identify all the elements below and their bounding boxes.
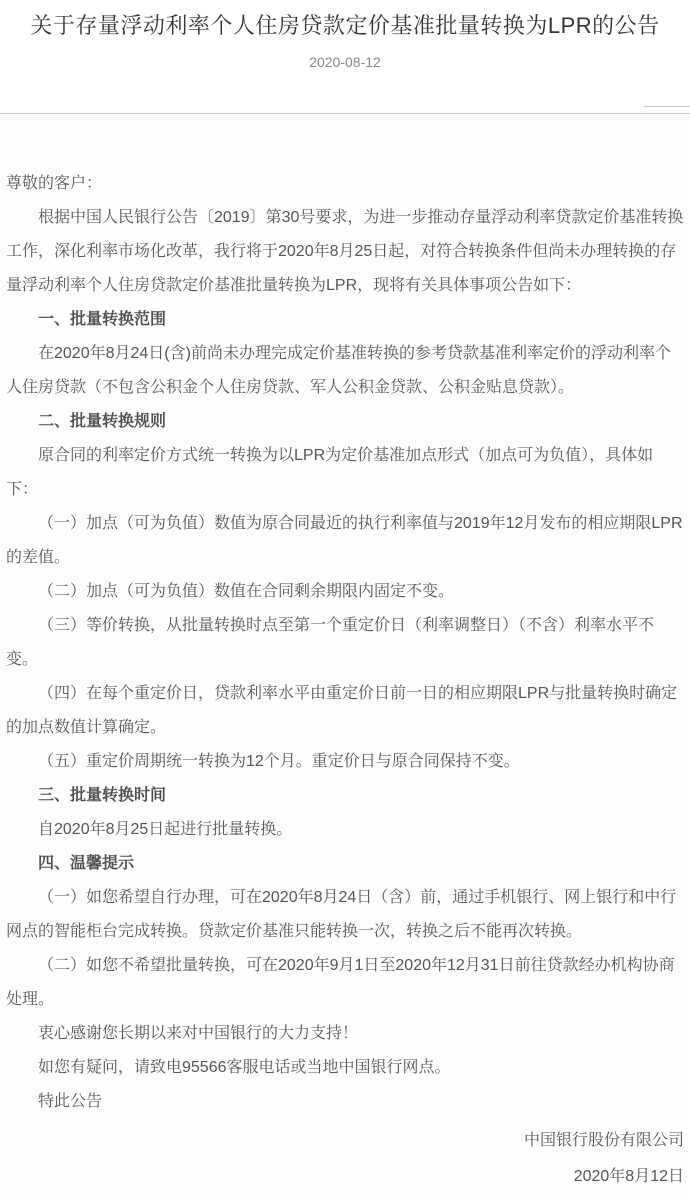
paragraph: 自2020年8月25日起进行批量转换。 — [38, 821, 293, 838]
section-heading-3: 三、批量转换时间 — [38, 787, 167, 804]
paragraph: 在2020年8月24日(含)前尚未办理完成定价基准转换的参考贷款基准利率定价的浮动利率个人住房贷款（不包含公积金个人住房贷款、军人公积金贷款、公积金贴息贷款）。 — [6, 345, 671, 396]
section-heading-1: 一、批量转换范围 — [38, 311, 167, 328]
paragraph: 原合同的利率定价方式统一转换为以LPR为定价基准加点形式（加点可为负值），具体如下： — [6, 447, 654, 498]
announcement-body — [0, 114, 690, 1195]
paragraph: （四）在每个重定价日，贷款利率水平由重定价日前一日的相应期限LPR与批量转换时确定的加点数值计算确定。 — [6, 685, 678, 736]
paragraph: （五）重定价周期统一转换为12个月。重定价日与原合同保持不变。 — [38, 753, 520, 770]
signature-block — [6, 1123, 684, 1195]
signature-date: 2020年8月12日 — [573, 1168, 684, 1185]
closing-paragraph: 如您有疑问，请致电95566客服电话或当地中国银行网点。 — [38, 1059, 451, 1076]
paragraph: （一）如您希望自行办理，可在2020年8月24日（含）前，通过手机银行、网上银行和中行网点的智能柜台完成转换。贷款定价基准只能转换一次，转换之后不能再次转换。 — [6, 889, 677, 940]
salutation: 尊敬的客户： — [6, 175, 103, 192]
section-heading-2: 二、批量转换规则 — [38, 413, 167, 430]
paragraph: （二）如您不希望批量转换，可在2020年9月1日至2020年12月31日前往贷款经办机构协商处理。 — [6, 957, 675, 1008]
publish-date: 2020-08-12 — [309, 54, 381, 70]
document-header — [0, 0, 690, 70]
paragraph: （三）等价转换，从批量转换时点至第一个重定价日（利率调整日）（不含）利率水平不变。 — [6, 617, 655, 668]
closing-paragraph: 特此公告 — [38, 1093, 103, 1110]
paragraph: （一）加点（可为负值）数值为原合同最近的执行利率值与2019年12月发布的相应期限LPR的差值。 — [6, 515, 683, 566]
page-title: 关于存量浮动利率个人住房贷款定价基准批量转换为LPR的公告 — [30, 13, 660, 38]
intro-paragraph: 根据中国人民银行公告〔2019〕第30号要求，为进一步推动存量浮动利率贷款定价基准转换工作，深化利率市场化改革，我行将于2020年8月25日起，对符合转换条件但尚未办理转换的存量浮动利率个人住房贷款定价基准批量转换为LPR，现将有关具体事项公告如下： — [6, 209, 684, 294]
paragraph: （二）加点（可为负值）数值在合同剩余期限内固定不变。 — [38, 583, 455, 600]
closing-paragraph: 衷心感谢您长期以来对中国银行的大力支持！ — [38, 1025, 359, 1042]
signature-company: 中国银行股份有限公司 — [523, 1132, 684, 1149]
section-heading-4: 四、温馨提示 — [38, 855, 135, 872]
divider-short-line — [644, 106, 690, 107]
